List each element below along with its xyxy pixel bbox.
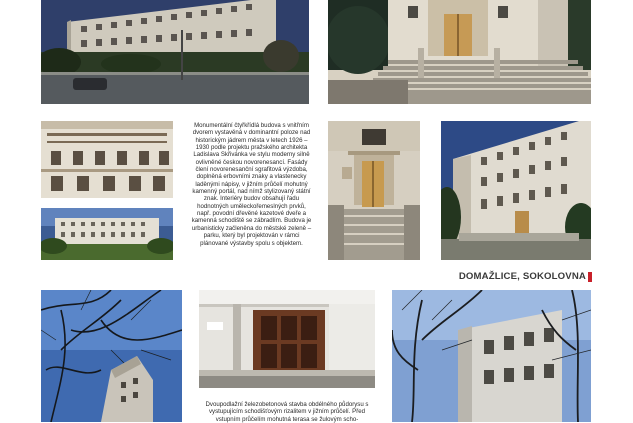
description-sokolovna: Dvoupodlažní železobetonová stavba obdélného půdorysu s vystupujícím schodišťovým rizalitem v jižním průčelí. Před vstupním průčelím mohutná terasa se žulovým scho- xyxy=(205,401,369,423)
description-main: Monumentální čtyřkřídlá budova s vnitřním dvorem vystavěná v dominantní poloze nad historickým jádrem města v letech 1926 – 1930 podle projektu pražského architekta Ladislava Skřivánka ve stylu moderny silně ovlivněné českou novorenesancí. Fasády člení novorenesanční sgrafitová výzdoba, doplněná erbovními znaky a vlastenecky laděnými nápisy, v jižním průčelí mohutný kamenný portál, nad nímž stylizovaný státní znak. Interiéry budov obsahují řadu hodnotných uměleckořemeslných prvků, např. povodní dřevěné kazetové dveře a kamenná schodiště se zábradlím. Budova je urbanisticky začleněna do městské zeleně – parku, který byl projektován v rámci plánované výstavby spolu s objektem. xyxy=(191,122,312,247)
photo-building-exterior-street xyxy=(41,0,309,104)
photo-sokolovna-building-trees xyxy=(392,290,591,422)
photo-sokolovna-tower-trees xyxy=(41,290,182,422)
photo-building-overview xyxy=(41,208,173,260)
photo-facade-detail xyxy=(41,121,173,198)
photo-portal-door xyxy=(328,121,420,260)
section-heading: DOMAŽLICE, SOKOLOVNA xyxy=(458,271,586,282)
photo-building-corner xyxy=(441,121,591,260)
photo-building-entrance-stairs xyxy=(328,0,591,104)
section-marker xyxy=(588,272,592,282)
photo-sokolovna-entrance-doors xyxy=(199,290,375,388)
